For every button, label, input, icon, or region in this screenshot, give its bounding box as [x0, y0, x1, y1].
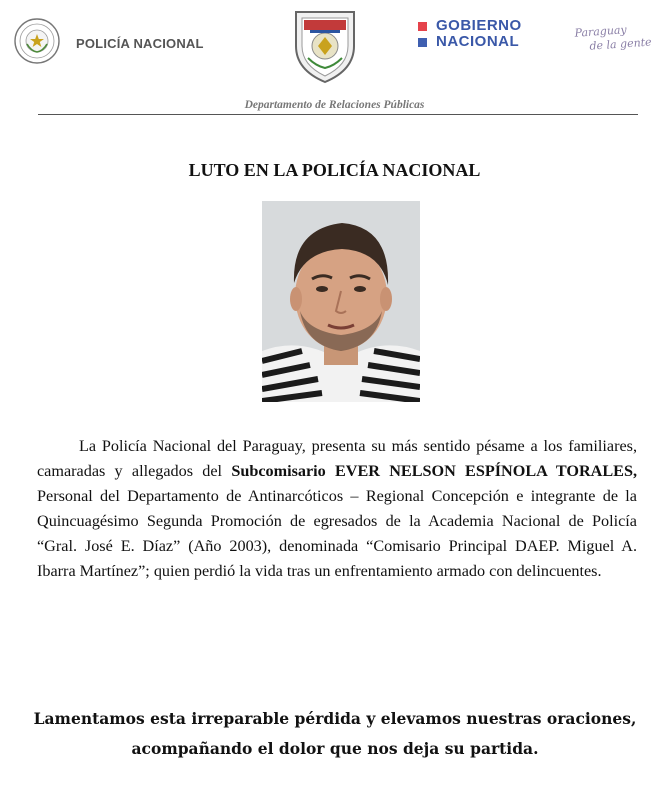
header-divider	[38, 114, 638, 115]
gov-logo-icon	[418, 22, 430, 48]
closing-message: Lamentamos esta irreparable pérdida y elevamos nuestras oraciones, acompañando el dolor que nos deja su partida.	[33, 709, 637, 758]
page-title: LUTO EN LA POLICÍA NACIONAL	[188, 160, 481, 180]
slogan-logo	[574, 21, 656, 55]
gov-logo-line2: NACIONAL	[436, 33, 520, 50]
slogan-line1: Paraguay	[574, 23, 628, 40]
letterhead	[0, 0, 669, 100]
gov-logo-line1: GOBIERNO	[436, 17, 522, 34]
portrait-photo	[262, 201, 420, 402]
paragraph-details: Personal del Departamento de Antinarcóticos – Regional Concepción e integrante de la Quincuagésimo Segunda Promoción de egresados de la Academia Nacional de Policía “Gral. José E. Díaz” (Año 2003), denominada “Comisario Principal DAEP. Miguel A. Ibarra Martínez”; quien perdió la vida tras un enfrentamiento armado con delincuentes.	[37, 487, 637, 580]
national-seal-icon	[14, 18, 60, 64]
slogan-line2: de la gente	[589, 35, 653, 53]
deceased-name: Subcomisario EVER NELSON ESPÍNOLA TORALES,	[231, 462, 637, 480]
paragraph-intro: La Policía Nacional del Paraguay, presenta su más sentido pésame a los familiares, camaradas y allegados del	[37, 437, 637, 480]
police-emblem-icon	[290, 6, 360, 84]
department-name: Departamento de Relaciones Públicas	[244, 99, 425, 111]
condolence-paragraph	[37, 434, 637, 584]
gobierno-nacional-logo	[418, 17, 538, 52]
org-name: POLICÍA NACIONAL	[76, 36, 204, 51]
